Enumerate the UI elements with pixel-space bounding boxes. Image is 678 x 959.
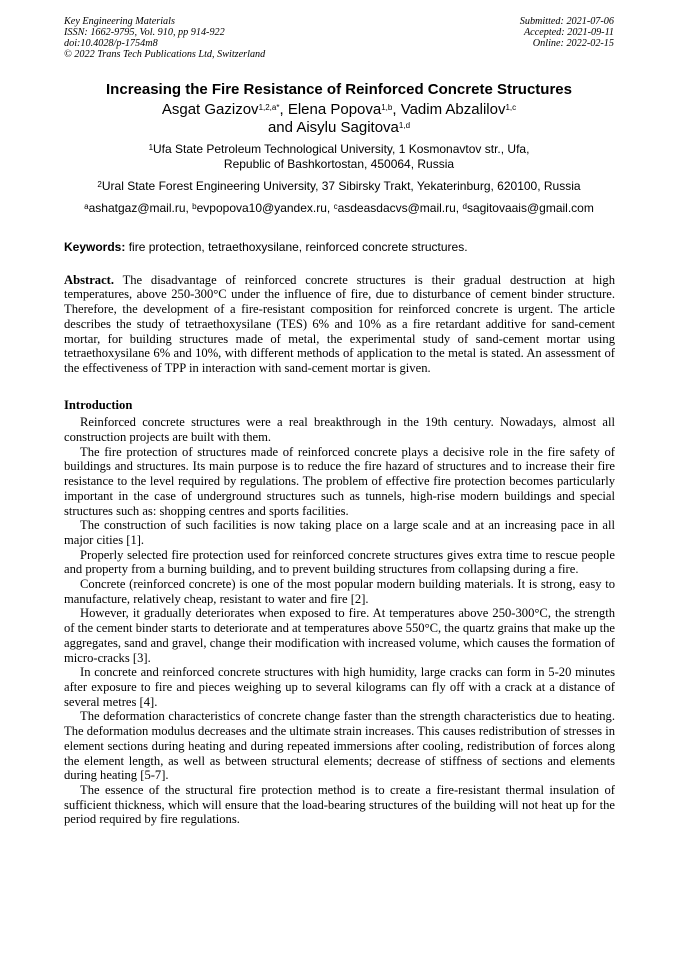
author: Asgat Gazizov xyxy=(161,101,259,118)
paragraph: In concrete and reinforced concrete structures with high humidity, large cracks can form in 5-20 minutes after exposure to fire and pieces weighing up to several kilograms can fly off with a crack at a distance of several metres [4]. xyxy=(64,665,615,709)
affiliation-2 xyxy=(40,179,638,194)
sep: , xyxy=(392,101,401,118)
submitted-date: Submitted: 2021-07-06 xyxy=(519,16,614,27)
paragraph: The essence of the structural fire protection method is to create a fire-resistant thermal insulation of sufficient thickness, which will ensure that the load-bearing structures of the building will not heat up for the period required by fire regulations. xyxy=(64,782,615,827)
aff-sup: 1 xyxy=(148,143,154,152)
paragraph: Properly selected fire protection used for reinforced concrete structures gives extra time to rescue people and property from a burning building, and to prevent building structures from collapsing during a fire. xyxy=(64,547,615,577)
aff-text: Ural State Forest Engineering University, 37 Sibirsky Trakt, Yekaterinburg, 620100, Russia xyxy=(101,179,581,193)
author: Elena Popova xyxy=(287,101,382,118)
aff-sup: 2 xyxy=(97,180,102,189)
keywords xyxy=(64,240,615,255)
aff-text: Ufa State Petroleum Technological University, 1 Kosmonavtov str., Ufa, xyxy=(153,142,530,156)
accepted-date: Accepted: 2021-09-11 xyxy=(523,27,614,38)
author-sup: 1,2,a* xyxy=(258,103,280,112)
keywords-label: Keywords: xyxy=(64,240,126,254)
sep: , xyxy=(279,101,288,118)
journal-info xyxy=(64,16,265,60)
abstract-label: Abstract. xyxy=(64,272,115,287)
email: ashatgaz@mail.ru, xyxy=(88,201,193,215)
paragraph: However, it gradually deteriorates when exposed to fire. At temperatures above 250-300°C, the strength of the cement binder starts to deteriorate and at temperatures above 550°C, the quartz grains that make up the aggregates, sand and gravel, change their modification with increased volume, which causes the formation of micro-cracks [3]. xyxy=(64,606,615,665)
paragraph: Concrete (reinforced concrete) is one of the most popular modern building materials. It is strong, easy to manufacture, relatively cheap, resistant to water and fire [2]. xyxy=(64,577,615,606)
author-sup: 1,c xyxy=(505,103,517,112)
authors xyxy=(40,101,638,216)
email: sagitovaais@gmail.com xyxy=(466,201,594,215)
section-heading: Introduction xyxy=(64,397,133,412)
paragraph: The construction of such facilities is now taking place on a large scale and at an increasing pace in all major cities [1]. xyxy=(64,518,615,547)
email-sup: c xyxy=(333,202,338,211)
keywords-text: fire protection, tetraethoxysilane, reinforced concrete structures. xyxy=(125,240,468,254)
issn: ISSN: 1662-9795, Vol. 910, pp 914-922 xyxy=(64,27,225,38)
doi: doi:10.4028/p-1754m8 xyxy=(64,38,158,49)
email: evpopova10@yandex.ru, xyxy=(196,201,334,215)
author: Vadim Abzalilov xyxy=(400,101,506,118)
author-sup: 1,d xyxy=(398,121,411,130)
paragraph: The fire protection of structures made of reinforced concrete plays a decisive role in the fire safety of buildings and structures. Its main purpose is to reduce the fire hazard of structures and to increase their fire resistance to the level required by regulations. The problem of effective fire protection becomes particularly important in the case of underground structures such as tunnels, high-rise modern buildings and special structures such as: shopping centres and sports facilities. xyxy=(64,444,615,518)
affiliation-1 xyxy=(40,142,638,172)
author: and Aisylu Sagitova xyxy=(267,119,399,136)
author-sup: 1,b xyxy=(381,103,393,112)
email: asdeasdacvs@mail.ru, xyxy=(337,201,463,215)
paragraph: Reinforced concrete structures were a real breakthrough in the 19th century. Nowadays, almost all construction projects are built with them. xyxy=(64,415,615,445)
abstract-text: The disadvantage of reinforced concrete structures is their gradual destruction at high temperatures, above 250-300°C under the influence of fire, due to disturbance of cement binder structure. Therefore, the development of a fire-resistant composition for reinforced concrete is urgent. The article describes the study of tetraethoxysilane (TES) 6% and 10% as a fire retardant additive for sand-cement mortar, for building structures made of metal, the experimental study of sand-cement mortar using tetraethoxysilane 6% and 10%, with different methods of application to the metal is stated. An assessment of the effectiveness of TPP in interaction with sand-cement mortar is given. xyxy=(64,272,615,375)
paragraph: The deformation characteristics of concrete change faster than the strength characteristics due to heating. The deformation modulus decreases and the ultimate strain increases. This causes redistribution of stresses in element sections during heating and during repeated immersions after cooling, redistribution of forces along the element length, as well as between structural elements; decrease of stiffness of sections and elements during heating [5-7]. xyxy=(64,709,615,783)
email-sup: d xyxy=(462,202,467,211)
email-sup: a xyxy=(84,202,89,211)
abstract xyxy=(64,273,615,376)
paper-body xyxy=(64,240,615,827)
online-date: Online: 2022-02-15 xyxy=(532,38,614,49)
paper-title: Increasing the Fire Resistance of Reinforced Concrete Structures xyxy=(106,81,572,98)
email-sup: b xyxy=(192,202,197,211)
dates xyxy=(520,16,614,49)
aff-text: Republic of Bashkortostan, 450064, Russia xyxy=(223,157,455,171)
copyright: © 2022 Trans Tech Publications Ltd, Switzerland xyxy=(64,49,266,60)
emails xyxy=(40,201,638,216)
journal-name: Key Engineering Materials xyxy=(64,16,175,27)
